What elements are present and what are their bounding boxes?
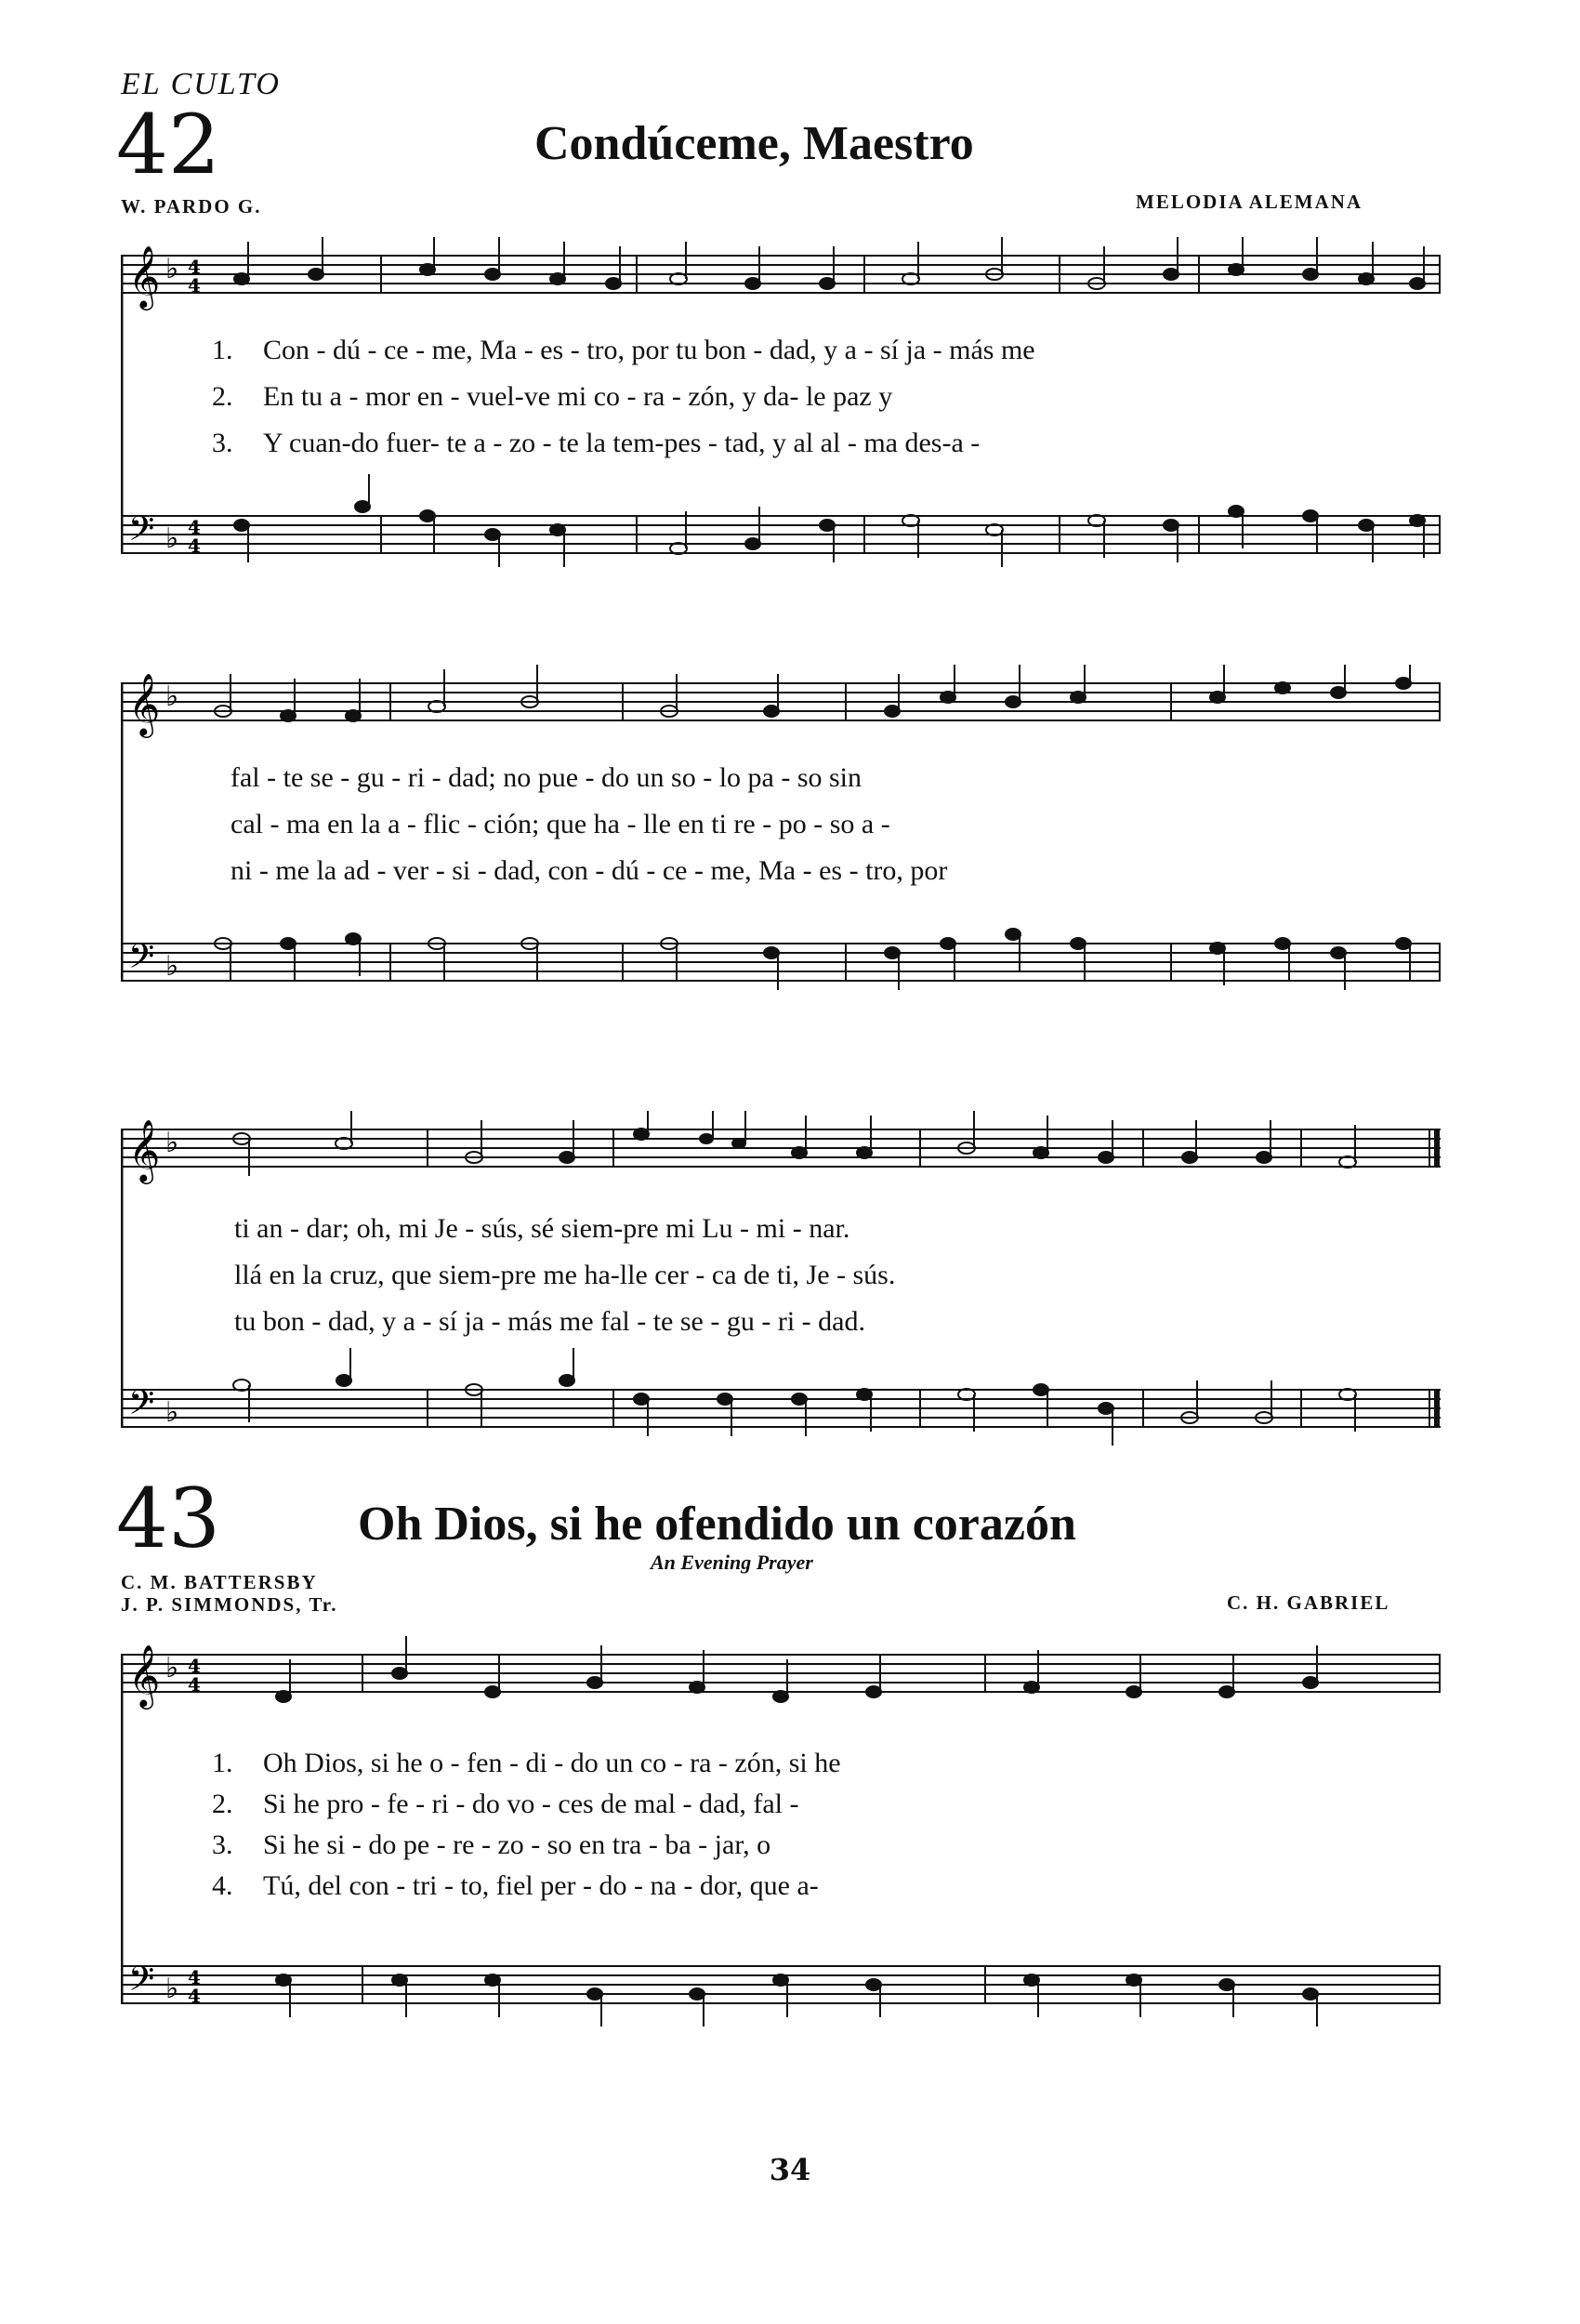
translator-line: J. P. SIMMONDS, Tr. xyxy=(121,1593,338,1616)
hymn-composer: C. H. GABRIEL xyxy=(1227,1591,1390,1614)
hymn-number: 43 xyxy=(116,1471,220,1566)
hymn-title: Condúceme, Maestro xyxy=(534,117,974,170)
svg-text:♭: ♭ xyxy=(165,1127,179,1159)
svg-text:4: 4 xyxy=(188,1966,201,1988)
lyric-line xyxy=(234,1213,895,1260)
svg-text:𝄢: 𝄢 xyxy=(128,1960,155,2007)
svg-text:𝄢: 𝄢 xyxy=(128,1383,155,1431)
page-number: 34 xyxy=(769,2152,811,2187)
lyrics-block xyxy=(212,1748,841,1911)
lyrics-block xyxy=(234,1213,895,1353)
svg-text:4: 4 xyxy=(188,535,201,557)
lyric-text: ti an - dar; oh, mi Je - sús, sé siem-pre mi Lu - mi - nar. xyxy=(234,1213,850,1244)
lyric-text: fal - te se - gu - ri - dad; no pue - do un so - lo pa - so sin xyxy=(230,762,862,793)
svg-text:𝄢: 𝄢 xyxy=(128,937,155,984)
lyric-line xyxy=(212,1829,841,1870)
lyric-line xyxy=(212,381,1035,428)
verse-number: 2. xyxy=(212,1789,233,1819)
verse-number: 1. xyxy=(212,1748,233,1778)
svg-text:𝄢: 𝄢 xyxy=(128,509,155,557)
lyric-line xyxy=(230,809,947,855)
svg-text:4: 4 xyxy=(188,274,201,297)
lyric-line xyxy=(212,428,1035,474)
lyric-text: Si he pro - fe - ri - do vo - ces de mal - dad, fal - xyxy=(263,1789,799,1819)
hymn-title: Oh Dios, si he ofendido un corazón xyxy=(358,1498,1076,1551)
lyric-line xyxy=(212,335,1035,381)
verse-number: 1. xyxy=(212,335,233,365)
lyric-line xyxy=(212,1748,841,1789)
svg-text:♭: ♭ xyxy=(165,1652,179,1684)
svg-text:♭: ♭ xyxy=(165,1396,179,1429)
lyric-text: Tú, del con - tri - to, fiel per - do - na - dor, que a- xyxy=(263,1870,819,1901)
lyrics-block xyxy=(230,762,947,902)
hymn-author: W. PARDO G. xyxy=(121,195,262,218)
svg-text:𝄞: 𝄞 xyxy=(128,1118,161,1182)
svg-text:♭: ♭ xyxy=(165,680,179,713)
svg-text:♭: ♭ xyxy=(165,522,179,555)
verse-number: 3. xyxy=(212,428,233,458)
hymn-composer: MELODIA ALEMANA xyxy=(1136,191,1363,213)
section-label: EL CULTO xyxy=(121,67,281,101)
lyric-line xyxy=(212,1870,841,1911)
svg-text:4: 4 xyxy=(188,1673,201,1696)
svg-text:𝄞: 𝄞 xyxy=(128,244,161,308)
lyric-text: Y cuan-do fuer- te a - zo - te la tem-pes - tad, y al al - ma des-a - xyxy=(263,428,981,458)
author-line: C. M. BATTERSBY xyxy=(121,1571,318,1593)
lyric-text: llá en la cruz, que siem-pre me ha-lle cer - ca de ti, Je - sús. xyxy=(234,1260,896,1290)
lyric-text: Con - dú - ce - me, Ma - es - tro, por tu bon - dad, y a - sí ja - más me xyxy=(263,335,1035,365)
svg-text:♭: ♭ xyxy=(165,950,179,983)
hymn-subtitle: An Evening Prayer xyxy=(651,1551,813,1574)
lyric-line xyxy=(212,1789,841,1829)
verse-number: 2. xyxy=(212,381,233,412)
verse-number: 4. xyxy=(212,1870,233,1901)
lyric-line xyxy=(230,762,947,809)
svg-text:4: 4 xyxy=(188,516,201,538)
verse-number: 3. xyxy=(212,1829,233,1860)
hymn-author xyxy=(121,1571,337,1616)
lyric-line xyxy=(234,1306,895,1353)
lyric-text: En tu a - mor en - vuel-ve mi co - ra - zón, y da- le paz y xyxy=(263,381,893,412)
svg-text:♭: ♭ xyxy=(165,1973,179,2005)
svg-text:4: 4 xyxy=(188,256,201,278)
lyric-text: Si he si - do pe - re - zo - so en tra - ba - jar, o xyxy=(263,1829,771,1860)
svg-text:𝄞: 𝄞 xyxy=(128,672,161,735)
lyric-text: tu bon - dad, y a - sí ja - más me fal - te se - gu - ri - dad. xyxy=(234,1306,865,1337)
svg-text:4: 4 xyxy=(188,1985,201,2007)
lyrics-block xyxy=(212,335,1035,474)
lyric-line xyxy=(234,1260,895,1306)
svg-text:♭: ♭ xyxy=(165,253,179,285)
svg-text:4: 4 xyxy=(188,1655,201,1677)
lyric-text: Oh Dios, si he o - fen - di - do un co - ra - zón, si he xyxy=(263,1748,841,1778)
hymn-number: 42 xyxy=(116,97,220,192)
lyric-text: ni - me la ad - ver - si - dad, con - dú - ce - me, Ma - es - tro, por xyxy=(230,855,948,886)
lyric-text: cal - ma en la a - flic - ción; que ha - lle en ti re - po - so a - xyxy=(230,809,890,839)
lyric-line xyxy=(230,855,947,902)
svg-text:𝄞: 𝄞 xyxy=(128,1644,161,1707)
